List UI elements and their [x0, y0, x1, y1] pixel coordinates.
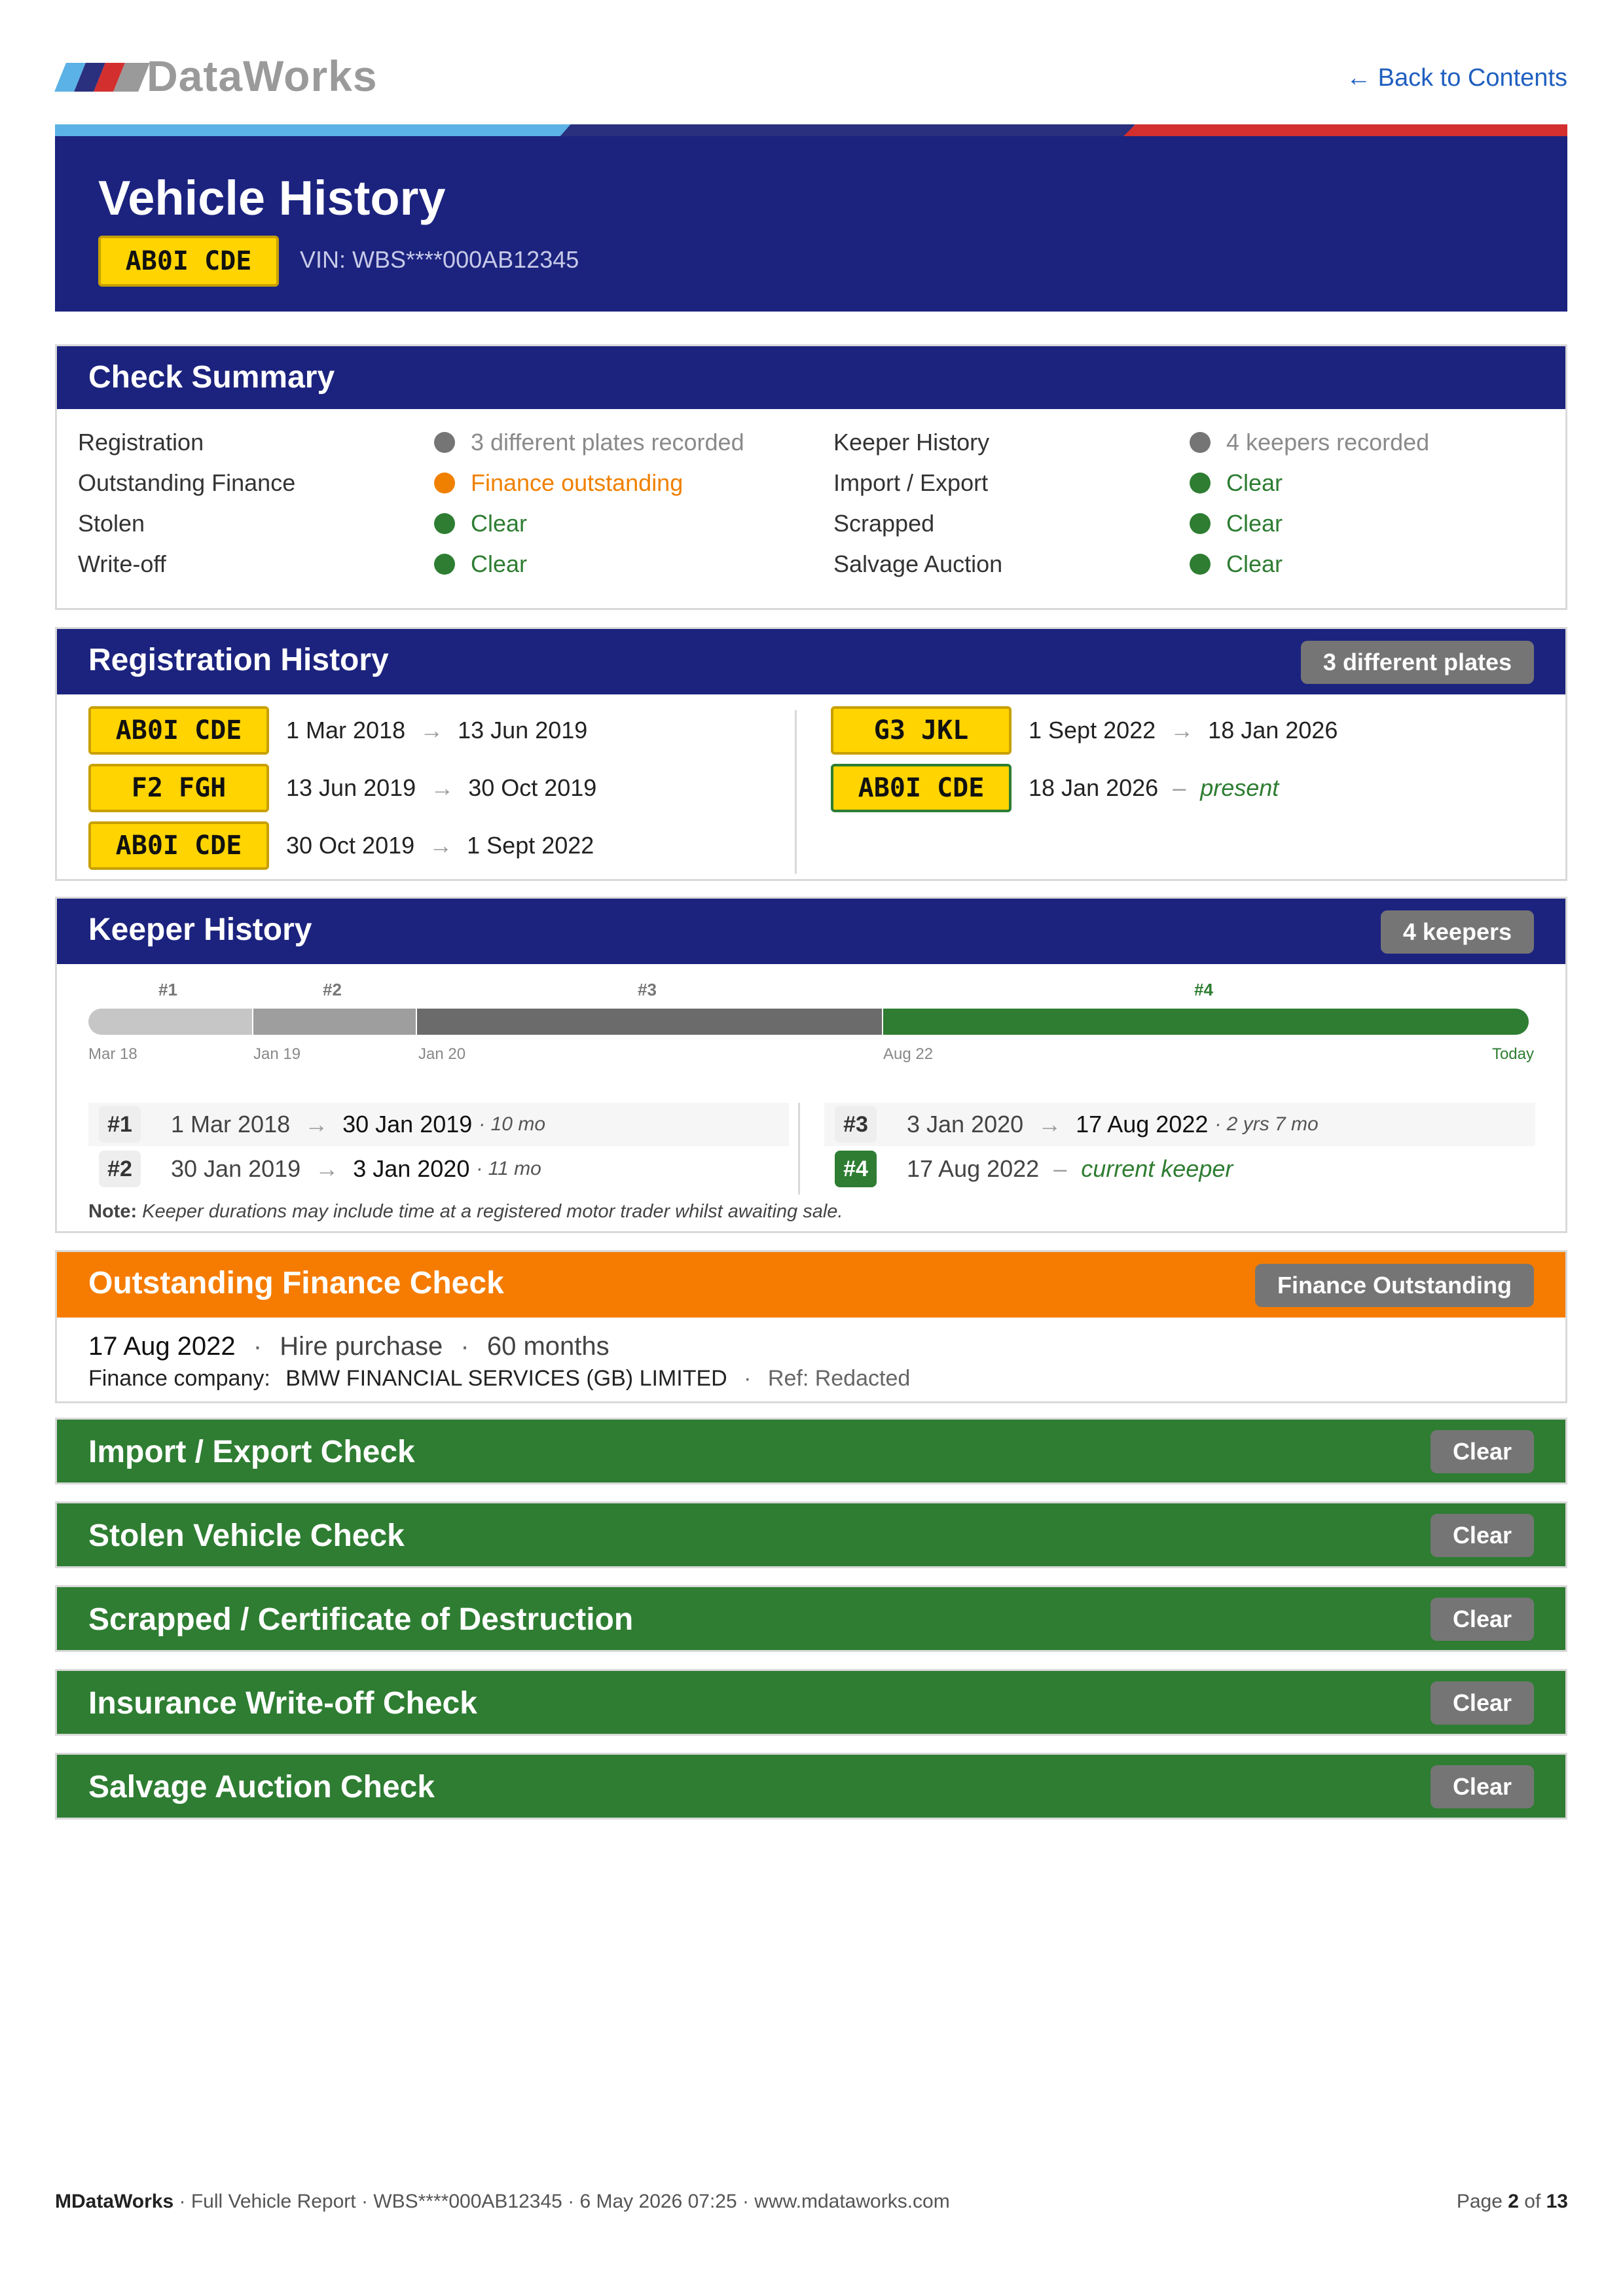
page-total: 13: [1546, 2191, 1568, 2212]
arrow-right-icon: →: [430, 774, 454, 801]
hero-plate: AB0I CDE: [98, 236, 279, 287]
finance-section: [55, 1250, 1567, 1403]
footer-info: [55, 2191, 950, 2213]
clear-check-title: Stolen Vehicle Check: [88, 1518, 405, 1553]
page-of: of: [1518, 2191, 1546, 2212]
page-prefix: Page: [1456, 2191, 1508, 2212]
keeper-from-date: 30 Jan 2019: [171, 1155, 301, 1182]
keeper-number-badge: #1: [99, 1106, 141, 1143]
clear-status-badge: Clear: [1431, 1430, 1534, 1473]
footer-text: · Full Vehicle Report · WBS****000AB12345 · 6 May 2026 07:25 · www.mdataworks.com: [173, 2191, 950, 2212]
hero-banner: [55, 136, 1567, 312]
top-bar: [55, 0, 1567, 124]
keeper-number-badge: #4: [835, 1151, 877, 1187]
timeline-segment-4: [883, 1009, 1529, 1035]
clear-check-row: [55, 1669, 1567, 1736]
keeper-duration: · 10 mo: [479, 1113, 546, 1135]
clear-check-title: Salvage Auction Check: [88, 1770, 435, 1804]
arrow-right-icon: →: [420, 717, 444, 744]
keeper-number-badge: #3: [835, 1106, 877, 1143]
summary-label: Import / Export: [833, 469, 989, 496]
summary-value: 3 different plates recorded: [471, 429, 744, 456]
keeper-history-title: Keeper History: [88, 912, 312, 947]
finance-company-label: Finance company:: [88, 1366, 270, 1391]
registration-to-date: present: [1200, 774, 1279, 801]
finance-header: [57, 1252, 1565, 1318]
finance-term: 60 months: [486, 1332, 610, 1361]
finance-sep-1: ·: [253, 1332, 263, 1361]
clear-status-badge: Clear: [1431, 1765, 1534, 1808]
summary-status: [434, 550, 527, 578]
registration-to-date: 18 Jan 2026: [1208, 717, 1338, 744]
registration-plate: G3 JKL: [831, 706, 1012, 755]
registration-from-date: 1 Sept 2022: [1029, 717, 1156, 744]
registration-row: [88, 764, 596, 812]
keeper-from-date: 1 Mar 2018: [171, 1111, 291, 1138]
arrow-right-icon: →: [1170, 717, 1194, 744]
keeper-row: [824, 1103, 1535, 1146]
logo-text: DataWorks: [147, 52, 378, 100]
clear-status-badge: Clear: [1431, 1514, 1534, 1557]
finance-title: Outstanding Finance Check: [88, 1266, 504, 1300]
status-dot-icon: [1190, 554, 1211, 575]
timeline-date-label: Today: [1491, 1045, 1534, 1063]
status-dot-icon: [434, 554, 455, 575]
registration-plate: AB0I CDE: [88, 706, 269, 755]
keeper-to-date: 17 Aug 2022: [1076, 1111, 1209, 1138]
finance-sep-3: ·: [744, 1366, 752, 1391]
page-current: 2: [1508, 2191, 1519, 2212]
check-summary-header: [57, 346, 1565, 409]
timeline-segment-1: [88, 1009, 252, 1035]
registration-history-title: Registration History: [88, 643, 389, 677]
finance-summary-line: [88, 1332, 610, 1361]
summary-label: Outstanding Finance: [78, 469, 296, 496]
registration-from-date: 18 Jan 2026: [1029, 774, 1159, 801]
keeper-to-date: 3 Jan 2020: [353, 1155, 470, 1182]
dash-separator: –: [1173, 774, 1186, 801]
registration-from-date: 30 Oct 2019: [286, 832, 415, 859]
finance-ref: Ref: Redacted: [767, 1366, 911, 1391]
keeper-to-date: current keeper: [1081, 1155, 1233, 1182]
clear-check-row: [55, 1753, 1567, 1820]
status-dot-icon: [1190, 473, 1211, 493]
timeline-date-label: Jan 20: [418, 1045, 466, 1063]
registration-plate: AB0I CDE: [88, 821, 269, 870]
finance-type: Hire purchase: [280, 1332, 443, 1361]
summary-label: Stolen: [78, 510, 145, 537]
timeline-keeper-label: #1: [158, 980, 177, 999]
registration-count-badge: 3 different plates: [1301, 641, 1534, 684]
registration-divider: [795, 710, 797, 874]
status-dot-icon: [434, 432, 455, 453]
summary-status: [434, 469, 683, 497]
registration-row: [88, 706, 587, 755]
summary-status: [434, 429, 744, 456]
registration-row: [88, 821, 594, 870]
arrow-right-icon: →: [1038, 1111, 1062, 1138]
status-dot-icon: [434, 513, 455, 534]
keeper-number-badge: #2: [99, 1151, 141, 1187]
registration-from-date: 1 Mar 2018: [286, 717, 406, 744]
finance-company-line: [88, 1366, 910, 1391]
registration-row: [831, 764, 1279, 812]
summary-value: Finance outstanding: [471, 469, 684, 496]
clear-check-row: [55, 1501, 1567, 1568]
timeline-segment-2: [253, 1009, 416, 1035]
arrow-right-icon: →: [304, 1111, 329, 1138]
registration-plate: AB0I CDE: [831, 764, 1012, 812]
check-summary-section: [55, 344, 1567, 610]
status-dot-icon: [1190, 513, 1211, 534]
timeline-keeper-label: #4: [1194, 980, 1213, 999]
summary-value: Clear: [471, 510, 528, 537]
logo: [55, 51, 378, 101]
status-dot-icon: [1190, 432, 1211, 453]
clear-check-row: [55, 1585, 1567, 1652]
dash-separator: –: [1053, 1155, 1067, 1182]
clear-check-title: Scrapped / Certificate of Destruction: [88, 1602, 634, 1637]
summary-value: Clear: [1226, 550, 1283, 577]
clear-status-badge: Clear: [1431, 1681, 1534, 1725]
summary-value: 4 keepers recorded: [1226, 429, 1430, 456]
keeper-note-text: Keeper durations may include time at a registered motor trader whilst awaiting sale.: [142, 1201, 843, 1222]
keeper-from-date: 17 Aug 2022: [907, 1155, 1040, 1182]
summary-value: Clear: [471, 550, 528, 577]
footer-brand: MDataWorks: [55, 2191, 174, 2212]
finance-date: 17 Aug 2022: [88, 1332, 236, 1361]
summary-status: [1190, 510, 1283, 537]
finance-sep-2: ·: [460, 1332, 469, 1361]
registration-history-section: [55, 627, 1567, 881]
logo-stripes-icon: [55, 58, 147, 94]
keeper-row: [88, 1147, 789, 1191]
status-dot-icon: [434, 473, 455, 493]
summary-status: [1190, 550, 1283, 578]
timeline-date-label: Jan 19: [253, 1045, 301, 1063]
keeper-count-badge: 4 keepers: [1381, 910, 1534, 954]
registration-plate: F2 FGH: [88, 764, 269, 812]
summary-label: Write-off: [78, 550, 166, 577]
finance-company: BMW FINANCIAL SERVICES (GB) LIMITED: [285, 1366, 727, 1391]
clear-check-title: Insurance Write-off Check: [88, 1686, 477, 1721]
clear-check-title: Import / Export Check: [88, 1435, 415, 1469]
back-to-contents-link[interactable]: ← Back to Contents: [1346, 64, 1567, 92]
clear-status-badge: Clear: [1431, 1598, 1534, 1641]
keeper-duration: · 2 yrs 7 mo: [1214, 1113, 1319, 1135]
keeper-divider: [798, 1103, 800, 1194]
registration-to-date: 13 Jun 2019: [458, 717, 588, 744]
arrow-right-icon: →: [315, 1155, 339, 1182]
hero-vin: VIN: WBS****000AB12345: [300, 246, 579, 273]
summary-status: [1190, 429, 1429, 456]
timeline-keeper-label: #3: [638, 980, 657, 999]
summary-label: Scrapped: [833, 510, 935, 537]
summary-value: Clear: [1226, 510, 1283, 537]
summary-label: Registration: [78, 429, 204, 456]
page-title: Vehicle History: [98, 171, 446, 225]
registration-from-date: 13 Jun 2019: [286, 774, 416, 801]
brand-stripe: [55, 124, 1567, 137]
keeper-to-date: 30 Jan 2019: [342, 1111, 473, 1138]
keeper-note: [88, 1201, 843, 1223]
keeper-row: [88, 1103, 789, 1146]
finance-status-badge: Finance Outstanding: [1255, 1264, 1534, 1307]
registration-history-header: [57, 629, 1565, 694]
timeline-date-label: Aug 22: [883, 1045, 934, 1063]
registration-to-date: 1 Sept 2022: [467, 832, 594, 859]
keeper-from-date: 3 Jan 2020: [907, 1111, 1024, 1138]
summary-label: Keeper History: [833, 429, 990, 456]
report-page: [55, 0, 1567, 1804]
keeper-duration: · 11 mo: [476, 1158, 541, 1179]
timeline-keeper-label: #2: [323, 980, 342, 999]
keeper-history-header: [57, 899, 1565, 964]
registration-row: [831, 706, 1338, 755]
page-number: [1457, 2191, 1568, 2213]
summary-status: [1190, 469, 1283, 497]
summary-status: [434, 510, 527, 537]
clear-check-row: [55, 1418, 1567, 1484]
timeline-segment-3: [417, 1009, 882, 1035]
keeper-row: [824, 1147, 1535, 1191]
summary-value: Clear: [1226, 469, 1283, 496]
summary-label: Salvage Auction: [833, 550, 1003, 577]
check-summary-title: Check Summary: [88, 360, 335, 395]
registration-to-date: 30 Oct 2019: [468, 774, 597, 801]
timeline-date-label: Mar 18: [88, 1045, 137, 1063]
arrow-right-icon: →: [429, 832, 453, 859]
keeper-history-section: [55, 897, 1567, 1233]
keeper-note-label: Note:: [88, 1201, 137, 1222]
